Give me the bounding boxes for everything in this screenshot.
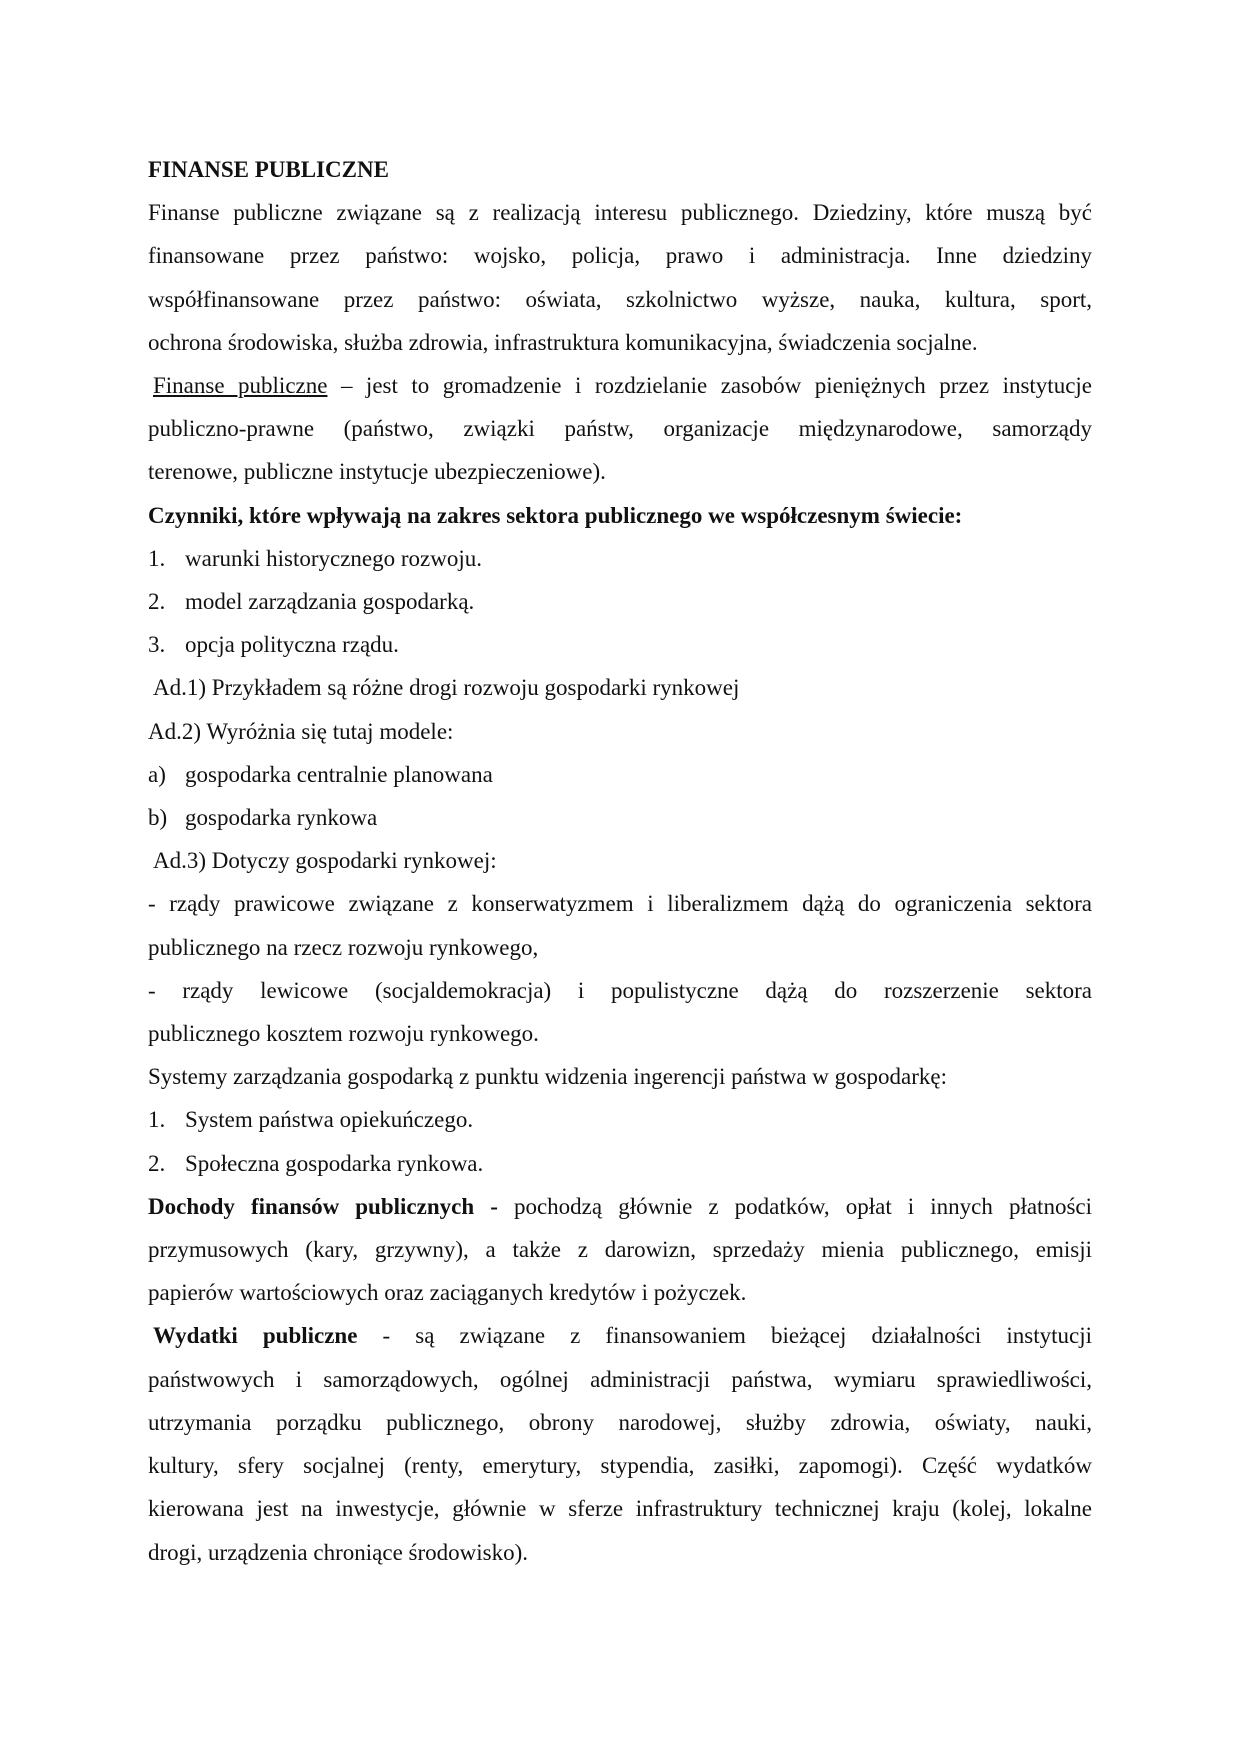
intro-line: współfinansowane przez państwo: oświata, szkolnictwo wyższe, nauka, kultura, sport, bbox=[148, 286, 1092, 312]
document-title: FINANSE PUBLICZNE bbox=[148, 157, 389, 182]
list-number: 3. bbox=[148, 632, 166, 658]
expenses-line: państwowych i samorządowych, ogólnej administracji państwa, wymiaru sprawiedliwości, bbox=[148, 1366, 1092, 1392]
list-number: 1. bbox=[148, 545, 166, 571]
list-number: 2. bbox=[148, 589, 166, 615]
intro-line: ochrona środowiska, służba zdrowia, infrastruktura komunikacyjna, świadczenia socjalne. bbox=[148, 329, 978, 355]
factors-heading: Czynniki, które wpływają na zakres sektora publicznego we współczesnym świecie: bbox=[148, 502, 963, 528]
list-item bbox=[148, 580, 1092, 623]
income-term: Dochody finansów publicznych - bbox=[148, 1193, 498, 1219]
list-letter: a) bbox=[148, 761, 166, 787]
systems-heading: Systemy zarządzania gospodarką z punktu widzenia ingerencji państwa w gospodarkę: bbox=[148, 1064, 947, 1090]
list-text: warunki historycznego rozwoju. bbox=[185, 545, 483, 571]
income-line bbox=[148, 1185, 1092, 1228]
expenses-line: utrzymania porządku publicznego, obrony narodowej, służby zdrowia, oświaty, nauki, bbox=[148, 1409, 1092, 1435]
list-text: Społeczna gospodarka rynkowa. bbox=[185, 1150, 484, 1176]
list-letter: b) bbox=[148, 805, 168, 831]
list-item bbox=[148, 623, 1092, 666]
list-item bbox=[148, 1098, 1092, 1141]
definition-line: publiczno-prawne (państwo, związki państw, organizacje międzynarodowe, samorządy bbox=[148, 416, 1092, 442]
definition-line: terenowe, publiczne instytucje ubezpieczeniowe). bbox=[148, 459, 606, 485]
list-number: 1. bbox=[148, 1107, 166, 1133]
expenses-line bbox=[148, 1314, 1092, 1357]
list-item bbox=[148, 537, 1092, 580]
expenses-line: kultury, sfery socjalnej (renty, emerytury, stypendia, zasiłki, zapomogi). Część wydatków bbox=[148, 1453, 1092, 1479]
list-text: opcja polityczna rządu. bbox=[185, 632, 399, 658]
ad1-line: Ad.1) Przykładem są różne drogi rozwoju gospodarki rynkowej bbox=[153, 675, 740, 701]
income-text: pochodzą głównie z podatków, opłat i innych płatności bbox=[497, 1193, 1092, 1219]
list-item bbox=[148, 796, 1092, 839]
list-item bbox=[148, 753, 1092, 796]
expenses-term: Wydatki publiczne bbox=[153, 1323, 358, 1349]
list-number: 2. bbox=[148, 1150, 166, 1176]
list-text: model zarządzania gospodarką. bbox=[185, 589, 475, 615]
definition-term: Finanse publiczne bbox=[153, 373, 328, 399]
expenses-line: kierowana jest na inwestycje, głównie w sferze infrastruktury technicznej kraju (kolej, lokalne bbox=[148, 1496, 1092, 1522]
document-page bbox=[148, 148, 1092, 1574]
expenses-text: - są związane z finansowaniem bieżącej działalności instytucji bbox=[357, 1323, 1092, 1349]
intro-line: finansowane przez państwo: wojsko, policja, prawo i administracja. Inne dziedziny bbox=[148, 243, 1092, 269]
list-item bbox=[148, 1142, 1092, 1185]
definition-text: – jest to gromadzenie i rozdzielanie zasobów pieniężnych przez instytucje bbox=[327, 373, 1092, 399]
left-gov-line: publicznego kosztem rozwoju rynkowego. bbox=[148, 1021, 539, 1047]
list-text: gospodarka centralnie planowana bbox=[185, 761, 493, 787]
left-gov-line: - rządy lewicowe (socjaldemokracja) i populistyczne dążą do rozszerzenie sektora bbox=[148, 977, 1092, 1003]
right-gov-line: - rządy prawicowe związane z konserwatyzmem i liberalizmem dążą do ograniczenia sektora bbox=[148, 891, 1092, 917]
expenses-line: drogi, urządzenia chroniące środowisko). bbox=[148, 1539, 528, 1565]
right-gov-line: publicznego na rzecz rozwoju rynkowego, bbox=[148, 934, 539, 960]
income-line: przymusowych (kary, grzywny), a także z darowizn, sprzedaży mienia publicznego, emisji bbox=[148, 1237, 1092, 1263]
intro-line: Finanse publiczne związane są z realizacją interesu publicznego. Dziedziny, które muszą być bbox=[148, 200, 1092, 226]
definition-line bbox=[148, 364, 1092, 407]
ad2-line: Ad.2) Wyróżnia się tutaj modele: bbox=[148, 718, 454, 744]
income-line: papierów wartościowych oraz zaciąganych kredytów i pożyczek. bbox=[148, 1280, 747, 1306]
list-text: System państwa opiekuńczego. bbox=[185, 1107, 474, 1133]
list-text: gospodarka rynkowa bbox=[185, 805, 378, 831]
ad3-line: Ad.3) Dotyczy gospodarki rynkowej: bbox=[153, 848, 497, 874]
